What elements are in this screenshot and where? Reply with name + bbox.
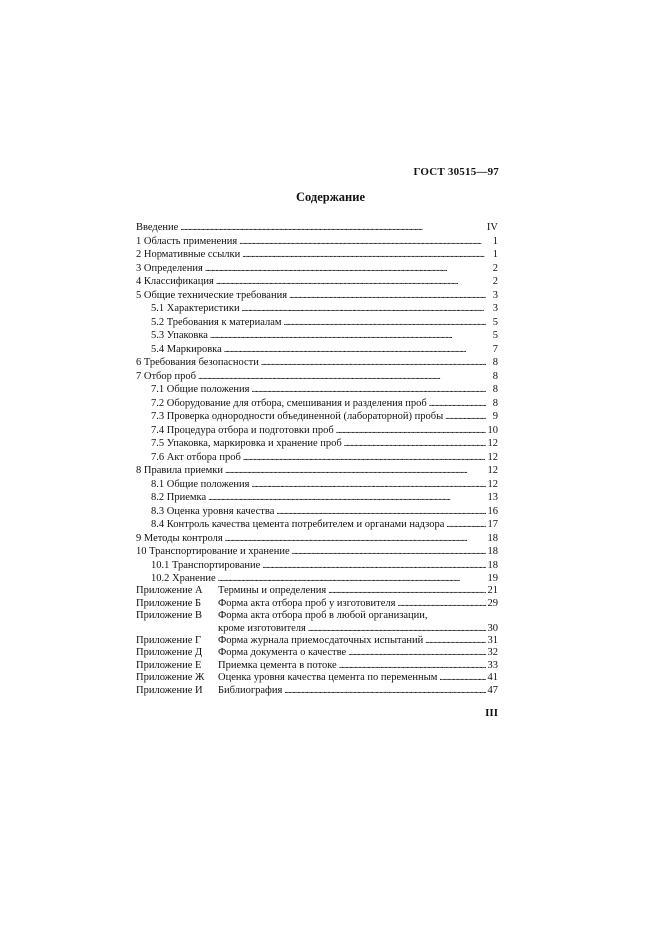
dot-leader xyxy=(439,671,485,684)
toc-entry xyxy=(136,275,498,289)
dot-leader xyxy=(292,545,486,559)
toc-entry xyxy=(136,383,498,397)
dot-leader xyxy=(243,451,486,465)
toc-entry-title: 7 Отбор проб xyxy=(136,370,196,382)
document-code: ГОСТ 30515—97 xyxy=(413,166,499,178)
appendix-page: 21 xyxy=(487,585,498,597)
page-title: Содержание xyxy=(295,190,365,204)
dot-leader xyxy=(205,262,486,276)
toc-entry-page: 5 xyxy=(492,330,498,341)
toc-entry-title: 7.2 Оборудование для отбора, смешивания и разделения проб xyxy=(151,397,427,409)
dot-leader xyxy=(216,275,486,289)
toc-entry-page: 18 xyxy=(487,532,498,544)
dot-leader xyxy=(328,584,485,597)
appendix-title: Термины и определения xyxy=(218,585,327,597)
toc-entry-title: 6 Требования безопасности xyxy=(136,357,259,368)
toc-entry-page: 16 xyxy=(487,505,498,517)
toc-entry xyxy=(136,572,498,586)
toc-entry-page: 12 xyxy=(487,451,498,463)
toc-entry xyxy=(136,289,498,303)
toc-appendix-entry xyxy=(136,685,498,697)
toc-entry-page: 8 xyxy=(492,397,498,409)
appendix-page: 30 xyxy=(487,622,498,634)
toc-sections xyxy=(136,221,498,586)
dot-leader xyxy=(251,478,485,492)
toc-entry-page: 2 xyxy=(492,276,498,287)
toc-entry xyxy=(136,302,498,316)
dot-leader xyxy=(336,424,486,438)
dot-leader xyxy=(344,437,486,451)
toc-entry xyxy=(136,235,498,249)
appendix-title: Форма акта отбора проб у изготовителя xyxy=(218,597,396,609)
appendix-label: Приложение Д xyxy=(136,647,203,659)
dot-leader xyxy=(225,464,486,478)
toc-entry-title: 8.3 Оценка уровня качества xyxy=(151,505,275,517)
dot-leader xyxy=(261,356,486,370)
toc-entry-title: 10 Транспортирование и хранение xyxy=(136,546,290,557)
toc-entry-page: 10 xyxy=(487,424,498,436)
toc-entry-title: 3 Определения xyxy=(136,262,203,274)
page-number: III xyxy=(485,707,498,719)
toc-entry-title: 2 Нормативные ссылки xyxy=(136,249,241,260)
toc-entry-title: 10.1 Транспортирование xyxy=(151,559,261,571)
dot-leader xyxy=(262,559,485,573)
toc-entry-title: 9 Методы контроля xyxy=(136,532,223,544)
toc-entry-page: 1 xyxy=(492,249,498,260)
toc-entry-page: 18 xyxy=(487,559,498,571)
toc-entry xyxy=(136,343,498,357)
toc-entry-title: 5.4 Маркировка xyxy=(151,343,222,355)
toc-appendices xyxy=(136,586,498,698)
appendix-title: Библиография xyxy=(218,684,283,696)
toc-entry-title: 5.2 Требования к материалам xyxy=(151,316,282,328)
dot-leader xyxy=(289,289,486,303)
table-of-contents xyxy=(136,221,498,697)
toc-entry-page: 8 xyxy=(492,370,498,382)
toc-entry-title: 8.2 Приемка xyxy=(151,492,207,503)
toc-entry xyxy=(136,329,498,343)
toc-entry xyxy=(136,559,498,573)
appendix-title: Форма документа о качестве xyxy=(218,647,347,659)
toc-entry xyxy=(136,491,498,505)
toc-entry xyxy=(136,532,498,546)
toc-entry-page: 1 xyxy=(492,235,498,247)
toc-entry-page: 2 xyxy=(492,262,498,274)
toc-entry-title: 8.1 Общие положения xyxy=(151,478,250,490)
dot-leader xyxy=(225,532,486,546)
dot-leader xyxy=(445,410,486,424)
toc-entry-title: 5 Общие технические требования xyxy=(136,289,288,301)
dot-leader xyxy=(242,302,486,316)
toc-entry-title: 7.5 Упаковка, маркировка и хранение проб xyxy=(151,438,342,449)
appendix-title: Форма акта отбора проб в любой организации, xyxy=(218,610,428,622)
toc-entry xyxy=(136,221,498,235)
toc-entry-title: Введение xyxy=(136,222,179,233)
appendix-page: 32 xyxy=(487,647,498,659)
dot-leader xyxy=(242,248,486,262)
toc-entry-page: 9 xyxy=(492,411,498,422)
dot-leader xyxy=(239,235,486,249)
toc-entry xyxy=(136,478,498,492)
appendix-label: Приложение Б xyxy=(136,597,202,609)
toc-entry xyxy=(136,518,498,532)
toc-entry-title: 7.4 Процедура отбора и подготовки проб xyxy=(151,424,334,436)
toc-entry-title: 10.2 Хранение xyxy=(151,573,216,584)
toc-entry xyxy=(136,451,498,465)
toc-entry-page: 8 xyxy=(492,384,498,395)
toc-entry xyxy=(136,464,498,478)
toc-entry-page: IV xyxy=(486,222,498,233)
dot-leader xyxy=(210,329,486,343)
appendix-title: Оценка уровня качества цемента по переменным xyxy=(218,672,438,684)
dot-leader xyxy=(208,491,485,505)
appendix-page: 31 xyxy=(487,635,498,647)
dot-leader xyxy=(276,505,485,519)
toc-entry xyxy=(136,370,498,384)
toc-entry-page: 12 xyxy=(487,478,498,490)
toc-entry-title: 8 Правила приемки xyxy=(136,465,223,476)
toc-entry-title: 4 Классификация xyxy=(136,276,214,287)
appendix-page: 47 xyxy=(487,684,498,696)
toc-entry-page: 3 xyxy=(492,289,498,301)
dot-leader xyxy=(180,221,485,235)
toc-entry-page: 3 xyxy=(492,303,498,314)
appendix-title-continued: кроме изготовителя xyxy=(218,622,306,634)
toc-entry xyxy=(136,262,498,276)
dot-leader xyxy=(446,518,485,532)
dot-leader xyxy=(224,343,486,357)
dot-leader xyxy=(339,659,486,672)
toc-entry xyxy=(136,410,498,424)
appendix-title: Форма журнала приемосдаточных испытаний xyxy=(218,635,424,647)
dot-leader xyxy=(198,370,486,384)
toc-entry-title: 5.1 Характеристики xyxy=(151,303,240,314)
toc-entry xyxy=(136,545,498,559)
appendix-label: Приложение Ж xyxy=(136,672,205,684)
toc-entry xyxy=(136,397,498,411)
toc-entry-title: 5.3 Упаковка xyxy=(151,330,208,341)
dot-leader xyxy=(284,684,485,697)
toc-entry-page: 17 xyxy=(487,519,498,530)
toc-entry-page: 13 xyxy=(487,492,498,503)
toc-entry-title: 7.1 Общие положения xyxy=(151,384,250,395)
toc-entry-title: 8.4 Контроль качества цемента потребителем и органами надзора xyxy=(151,519,445,530)
appendix-title: Приемка цемента в потоке xyxy=(218,659,337,671)
toc-entry-title: 7.3 Проверка однородности объединенной (лабораторной) пробы xyxy=(151,411,444,422)
toc-entry xyxy=(136,424,498,438)
dot-leader xyxy=(397,597,485,610)
dot-leader xyxy=(348,646,485,659)
toc-entry-title: 1 Область применения xyxy=(136,235,238,247)
toc-entry xyxy=(136,356,498,370)
appendix-page: 33 xyxy=(487,659,498,671)
dot-leader xyxy=(429,397,486,411)
dot-leader xyxy=(425,634,485,647)
toc-entry-title: 7.6 Акт отбора проб xyxy=(151,451,241,463)
toc-entry-page: 18 xyxy=(487,546,498,557)
toc-entry-page: 8 xyxy=(492,357,498,368)
toc-entry xyxy=(136,316,498,330)
dot-leader xyxy=(284,316,486,330)
toc-entry-page: 5 xyxy=(492,316,498,328)
toc-entry xyxy=(136,505,498,519)
appendix-label: Приложение Г xyxy=(136,635,202,647)
appendix-page: 41 xyxy=(487,672,498,684)
toc-entry xyxy=(136,248,498,262)
toc-entry-page: 12 xyxy=(487,465,498,476)
toc-entry xyxy=(136,437,498,451)
dot-leader xyxy=(251,383,486,397)
appendix-page: 29 xyxy=(487,597,498,609)
dot-leader xyxy=(218,572,486,586)
toc-entry-page: 12 xyxy=(487,438,498,449)
appendix-label: Приложение И xyxy=(136,684,203,696)
dot-leader xyxy=(308,622,486,635)
appendix-label: Приложение А xyxy=(136,585,203,597)
toc-entry-page: 7 xyxy=(492,343,498,355)
toc-appendix-entry xyxy=(136,598,498,610)
appendix-label: Приложение Е xyxy=(136,659,202,671)
toc-entry-page: 19 xyxy=(487,573,498,584)
appendix-label: Приложение В xyxy=(136,610,202,622)
